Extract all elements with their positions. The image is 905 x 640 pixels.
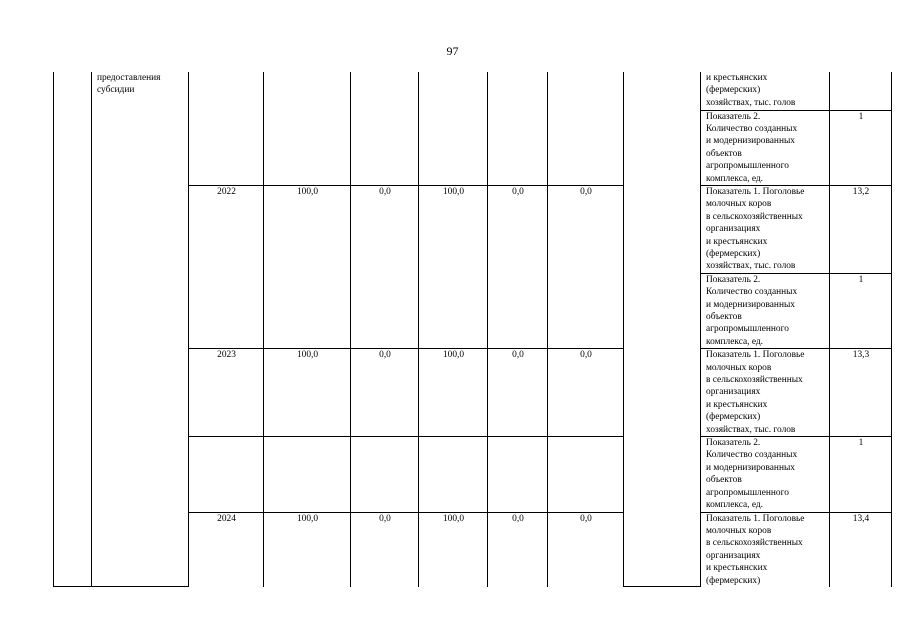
program-table bbox=[53, 72, 892, 587]
year-cell: 2022 bbox=[189, 185, 264, 348]
year-cell bbox=[189, 72, 264, 185]
value-cell bbox=[264, 72, 351, 185]
indicator-value: 1 bbox=[830, 273, 892, 348]
value-cell bbox=[419, 72, 488, 185]
year-cell bbox=[189, 437, 264, 512]
value-cell: 100,0 bbox=[419, 349, 488, 437]
value-cell: 0,0 bbox=[488, 349, 548, 437]
value-cell: 0,0 bbox=[351, 185, 419, 348]
empty-cell bbox=[624, 72, 701, 587]
indicator-value: 1 bbox=[830, 110, 892, 185]
value-cell: 0,0 bbox=[548, 185, 624, 348]
indicator-text: Показатель 2. Количество созданных и модернизированных объектов агропромышленного комплекса, ед. bbox=[701, 110, 830, 185]
year-cell: 2023 bbox=[189, 349, 264, 437]
indicator-text: Показатель 1. Поголовье молочных коров в сельскохозяйственных организациях и крестьянских (фермерских) хозяйствах, тыс. голов bbox=[701, 185, 830, 273]
year-cell: 2024 bbox=[189, 512, 264, 587]
value-cell: 0,0 bbox=[351, 512, 419, 587]
value-cell bbox=[548, 72, 624, 185]
page-number: 97 bbox=[446, 44, 459, 58]
indicator-text: Показатель 1. Поголовье молочных коров в сельскохозяйственных организациях и крестьянских (фермерских) хозяйствах, тыс. голов bbox=[701, 349, 830, 437]
value-cell: 0,0 bbox=[351, 349, 419, 437]
number-cell bbox=[54, 72, 92, 587]
value-cell: 100,0 bbox=[264, 512, 351, 587]
value-cell: 100,0 bbox=[264, 185, 351, 348]
value-cell: 0,0 bbox=[548, 349, 624, 437]
value-cell: 100,0 bbox=[264, 349, 351, 437]
indicator-value: 13,2 bbox=[830, 185, 892, 273]
value-cell: 100,0 bbox=[419, 185, 488, 348]
value-cell: 0,0 bbox=[488, 185, 548, 348]
value-cell bbox=[419, 437, 488, 512]
indicator-value: 13,3 bbox=[830, 349, 892, 437]
value-cell bbox=[264, 437, 351, 512]
value-cell bbox=[351, 437, 419, 512]
table-row bbox=[54, 72, 892, 110]
indicator-value: 13,4 bbox=[830, 512, 892, 587]
value-cell: 0,0 bbox=[548, 512, 624, 587]
value-cell: 100,0 bbox=[419, 512, 488, 587]
description-text: предоставления субсидии bbox=[97, 73, 161, 96]
description-cell bbox=[92, 72, 189, 587]
indicator-text: Показатель 2. Количество созданных и модернизированных объектов агропромышленного комплекса, ед. bbox=[701, 273, 830, 348]
indicator-value bbox=[830, 72, 892, 110]
value-cell bbox=[548, 437, 624, 512]
value-cell: 0,0 bbox=[488, 512, 548, 587]
value-cell bbox=[488, 72, 548, 185]
indicator-text: и крестьянских (фермерских) хозяйствах, тыс. голов bbox=[701, 72, 830, 110]
indicator-text: Показатель 2. Количество созданных и модернизированных объектов агропромышленного комплекса, ед. bbox=[701, 437, 830, 512]
value-cell bbox=[488, 437, 548, 512]
indicator-text: Показатель 1. Поголовье молочных коров в сельскохозяйственных организациях и крестьянских (фермерских) bbox=[701, 512, 830, 587]
value-cell bbox=[351, 72, 419, 185]
indicator-value: 1 bbox=[830, 437, 892, 512]
